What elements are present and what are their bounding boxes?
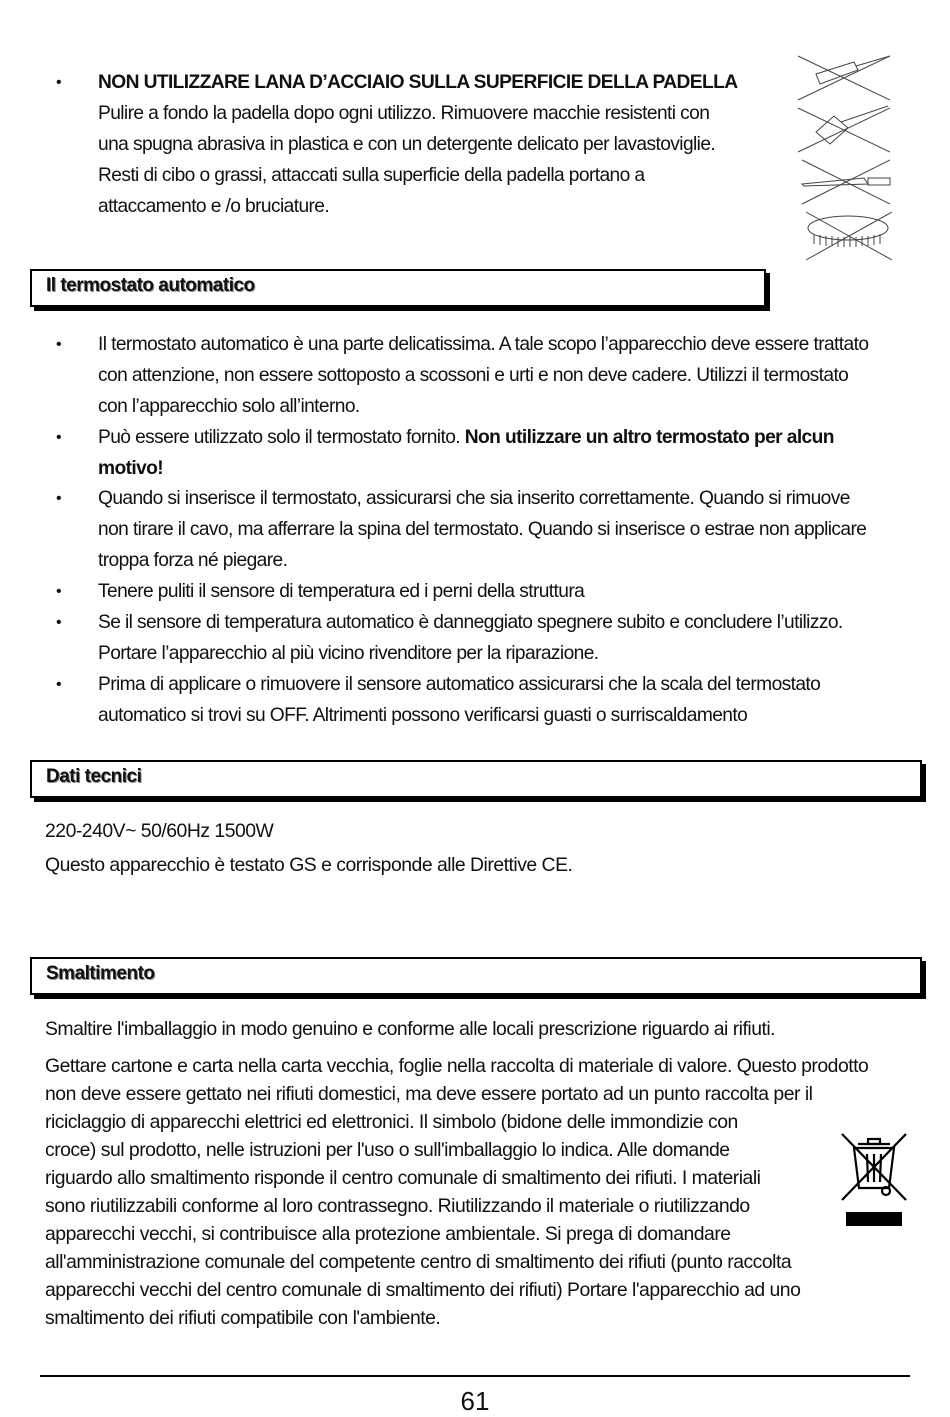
section-title: Smaltimento bbox=[46, 963, 155, 984]
disposal-line: croce) sul prodotto, nelle istruzioni per l'uso o sull'imballaggio lo indica. Alle domande bbox=[45, 1139, 730, 1161]
footer-rule bbox=[40, 1375, 910, 1377]
list-text-bold: Non utilizzare un altro termostato per alcun bbox=[464, 427, 834, 448]
disposal-line: apparecchi vecchi del centro comunale di smaltimento dei rifiuti) Portare l'apparecchio ad uno bbox=[45, 1279, 801, 1301]
bullet-marker bbox=[56, 433, 66, 443]
list-line: Tenere puliti il sensore di temperatura ed i perni della struttura bbox=[98, 581, 585, 602]
list-line: con attenzione, non essere sottoposto a scossoni e urti e non deve cadere. Utilizzi il termostato bbox=[98, 365, 849, 386]
list-line: Portare l’apparecchio al più vicino rivenditore per la riparazione. bbox=[98, 643, 599, 664]
bullet-marker bbox=[56, 680, 66, 690]
disposal-line: all'amministrazione comunale del competente centro di smaltimento dei rifiuti (punto raccolta bbox=[45, 1251, 792, 1273]
intro-line: Resti di cibo o grassi, attaccati sulla superficie della padella portano a bbox=[98, 165, 645, 186]
disposal-line: riguardo allo smaltimento risponde il centro comunale di smaltimento dei rifiuti. I materiali bbox=[45, 1167, 761, 1189]
bullet-marker bbox=[56, 618, 66, 628]
disposal-line: sono riutilizzabili conforme al loro contrassegno. Riutilizzando il materiale o riutilizzando bbox=[45, 1195, 750, 1217]
disposal-line: riciclaggio di apparecchi elettrici ed elettronici. Il simbolo (bidone delle immondizie con bbox=[45, 1111, 738, 1133]
bullet-marker bbox=[56, 78, 66, 88]
list-line: con l’apparecchio solo all’interno. bbox=[98, 396, 360, 417]
section-header-disposal bbox=[30, 957, 922, 995]
list-line: motivo! bbox=[98, 458, 164, 479]
crossed-out-wheelie-bin-icon bbox=[838, 1130, 910, 1230]
disposal-line: non deve essere gettato nei rifiuti domestici, ma deve essere portato ad un punto raccolta per il bbox=[45, 1083, 813, 1105]
list-line: Il termostato automatico è una parte delicatissima. A tale scopo l’apparecchio deve essere trattato bbox=[98, 334, 869, 355]
list-line: Se il sensore di temperatura automatico è danneggiato spegnere subito e concludere l’utilizzo. bbox=[98, 612, 843, 633]
section-title: Dati tecnici bbox=[46, 766, 142, 787]
bullet-marker bbox=[56, 340, 66, 350]
intro-heading: NON UTILIZZARE LANA D’ACCIAIO SULLA SUPERFICIE DELLA PADELLA bbox=[98, 72, 738, 93]
section-title: Il termostato automatico bbox=[46, 275, 255, 296]
list-line: non tirare il cavo, ma afferrare la spina del termostato. Quando si inserisce o estrae non applicare bbox=[98, 519, 867, 540]
disposal-line: smaltimento dei rifiuti compatibile con l'ambiente. bbox=[45, 1307, 441, 1329]
technical-certification: Questo apparecchio è testato GS e corrisponde alle Direttive CE. bbox=[45, 854, 573, 876]
section-header-technical bbox=[30, 760, 922, 798]
list-line: troppa forza né piegare. bbox=[98, 550, 288, 571]
bullet-marker bbox=[56, 494, 66, 504]
list-text: Può essere utilizzato solo il termostato fornito. bbox=[98, 427, 465, 448]
intro-line: Pulire a fondo la padella dopo ogni utilizzo. Rimuovere macchie resistenti con bbox=[98, 103, 710, 124]
list-line bbox=[98, 422, 834, 453]
section-header-thermostat bbox=[30, 269, 766, 307]
list-line: Prima di applicare o rimuovere il sensore automatico assicurarsi che la scala del termostato bbox=[98, 674, 821, 695]
disposal-line: apparecchi vecchi, si contribuisce alla protezione ambientale. Si prega di domandare bbox=[45, 1223, 731, 1245]
disposal-line: Gettare cartone e carta nella carta vecchia, foglie nella raccolta di materiale di valore. Questo prodotto bbox=[45, 1055, 869, 1077]
intro-line: una spugna abrasiva in plastica e con un detergente delicato per lavastoviglie. bbox=[98, 134, 716, 155]
technical-specs: 220-240V~ 50/60Hz 1500W bbox=[45, 820, 274, 842]
bullet-marker bbox=[56, 587, 66, 597]
list-line: automatico si trovi su OFF. Altrimenti possono verificarsi guasti o surriscaldamento bbox=[98, 705, 748, 726]
list-line: Quando si inserisce il termostato, assicurarsi che sia inserito correttamente. Quando si rimuove bbox=[98, 488, 850, 509]
page-number: 61 bbox=[460, 1386, 490, 1416]
intro-line: attaccamento e /o bruciature. bbox=[98, 196, 330, 217]
disposal-line: Smaltire l'imballaggio in modo genuino e conforme alle locali prescrizione riguardo ai rifiuti. bbox=[45, 1018, 776, 1040]
crossed-out-utensils-icon bbox=[786, 52, 910, 264]
